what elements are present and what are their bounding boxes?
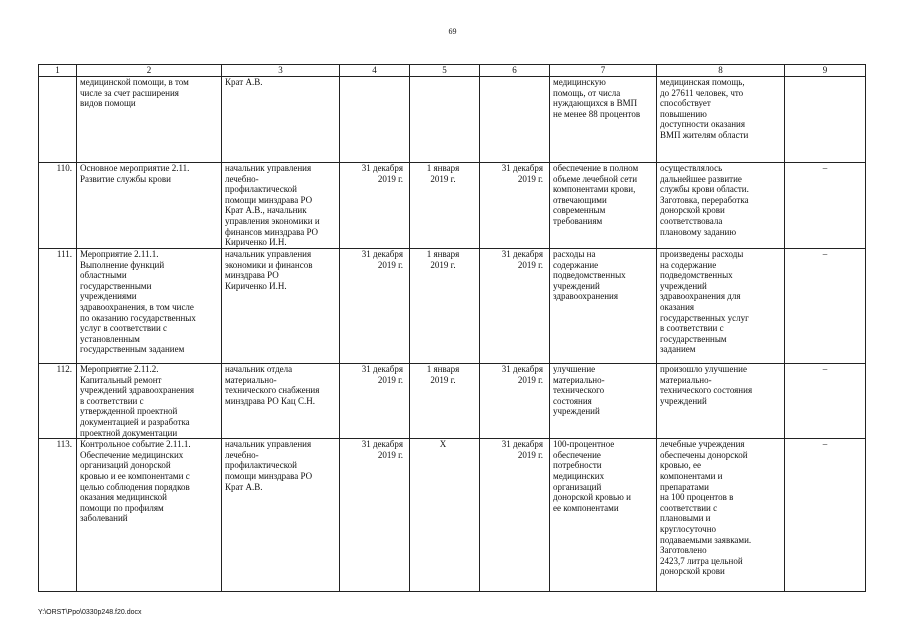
actual-result: произведены расходы на содержание подведомственных учреждений здравоохранения для оказания государственных услуг в соответствии с государственным заданием: [657, 249, 785, 364]
plan-end-date: X: [410, 439, 480, 592]
column-header: 9: [785, 65, 866, 77]
column-header: 8: [657, 65, 785, 77]
problems: [785, 77, 866, 163]
fact-end-date: 31 декабря 2019 г.: [480, 439, 550, 592]
column-header: 7: [550, 65, 657, 77]
row-number: 113.: [39, 439, 77, 592]
expected-result: улучшение материально- технического состояния учреждений: [550, 364, 657, 439]
expected-result: расходы на содержание подведомственных учреждений здравоохранения: [550, 249, 657, 364]
event-name: Мероприятие 2.11.1. Выполнение функций областными государственными учреждениями здравоохранения, в том числе по оказанию государственных услуг в соответствии с установленным государственным заданием: [77, 249, 222, 364]
actual-result: лечебные учреждения обеспечены донорской кровью, ее компонентами и препаратами на 100 процентов в соответствии с плановыми и круглосуточно подаваемыми заявками. Заготовлено 2423,7 литра цельной донорской крови: [657, 439, 785, 592]
actual-result: медицинская помощь, до 27611 человек, что способствует повышению доступности оказания ВМП жителям области: [657, 77, 785, 163]
column-header: 2: [77, 65, 222, 77]
responsible-person: Крат А.В.: [222, 77, 340, 163]
start-date: 31 декабря 2019 г.: [340, 439, 410, 592]
expected-result: обеспечение в полном объеме лечебной сети компонентами крови, отвечающими современным требованиям: [550, 163, 657, 249]
row-number: 112.: [39, 364, 77, 439]
table-row: [39, 163, 866, 249]
expected-result: 100-процентное обеспечение потребности медицинских организаций донорской кровью и ее компонентами: [550, 439, 657, 592]
event-name: Основное мероприятие 2.11. Развитие службы крови: [77, 163, 222, 249]
fact-end-date: 31 декабря 2019 г.: [480, 249, 550, 364]
column-header: 5: [410, 65, 480, 77]
column-header: 6: [480, 65, 550, 77]
start-date: 31 декабря 2019 г.: [340, 364, 410, 439]
responsible-person: начальник управления лечебно- профилактической помощи минздрава РО Крат А.В., начальник управления экономики и финансов минздрава РО Кириченко И.Н.: [222, 163, 340, 249]
fact-end-date: [480, 77, 550, 163]
responsible-person: начальник отдела материально- технического снабжения минздрава РО Кац С.Н.: [222, 364, 340, 439]
page-number: 69: [448, 27, 457, 36]
report-table: [38, 64, 866, 592]
row-number: [39, 77, 77, 163]
row-number: 110.: [39, 163, 77, 249]
problems: –: [785, 364, 866, 439]
table-row: [39, 249, 866, 364]
table-row: [39, 77, 866, 163]
plan-end-date: 1 января 2019 г.: [410, 364, 480, 439]
column-header: 3: [222, 65, 340, 77]
column-header: 4: [340, 65, 410, 77]
responsible-person: начальник управления лечебно- профилактической помощи минздрава РО Крат А.В.: [222, 439, 340, 592]
problems: –: [785, 163, 866, 249]
problems: –: [785, 249, 866, 364]
header-row: [39, 65, 866, 77]
start-date: 31 декабря 2019 г.: [340, 249, 410, 364]
actual-result: произошло улучшение материально- технического состояния учреждений: [657, 364, 785, 439]
file-path-footer: Y:\ORST\Ppo\0330p248.f20.docx: [38, 609, 142, 616]
event-name: Мероприятие 2.11.2. Капитальный ремонт учреждений здравоохранения в соответствии с утвержденной проектной документацией и разработка проектной документации: [77, 364, 222, 439]
event-name: медицинской помощи, в том числе за счет расширения видов помощи: [77, 77, 222, 163]
plan-end-date: 1 января 2019 г.: [410, 249, 480, 364]
actual-result: осуществлялось дальнейшее развитие службы крови области. Заготовка, переработка донорской крови соответствовала плановому заданию: [657, 163, 785, 249]
table-row: [39, 364, 866, 439]
responsible-person: начальник управления экономики и финансов минздрава РО Кириченко И.Н.: [222, 249, 340, 364]
column-header: 1: [39, 65, 77, 77]
table-row: [39, 439, 866, 592]
fact-end-date: 31 декабря 2019 г.: [480, 163, 550, 249]
plan-end-date: [410, 77, 480, 163]
fact-end-date: 31 декабря 2019 г.: [480, 364, 550, 439]
event-name: Контрольное событие 2.11.1. Обеспечение медицинских организаций донорской кровью и ее компонентами с целью соблюдения порядков оказания медицинской помощи по профилям заболеваний: [77, 439, 222, 592]
plan-end-date: 1 января 2019 г.: [410, 163, 480, 249]
row-number: 111.: [39, 249, 77, 364]
start-date: [340, 77, 410, 163]
start-date: 31 декабря 2019 г.: [340, 163, 410, 249]
expected-result: медицинскую помощь, от числа нуждающихся в ВМП не менее 88 процентов: [550, 77, 657, 163]
problems: –: [785, 439, 866, 592]
